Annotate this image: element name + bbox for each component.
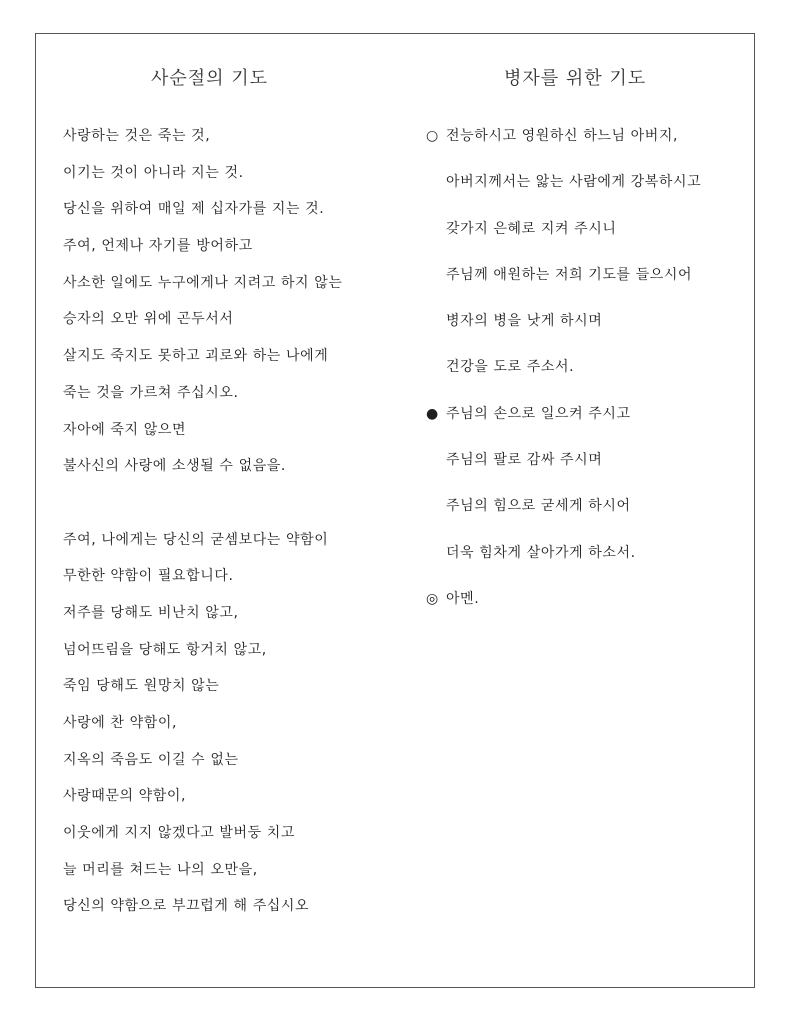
right-column-title: 병자를 위한 기도	[504, 68, 647, 89]
prayer-line: 사랑하는 것은 죽는 것,	[63, 128, 211, 144]
prayer-line	[426, 446, 701, 492]
prayer-line	[426, 215, 701, 261]
prayer-line: 이기는 것이 아니라 지는 것.	[63, 164, 244, 181]
prayer-line-text: 주님의 힘으로 굳세게 하시어	[446, 498, 631, 515]
prayer-line: 사소한 일에도 누구에게나 지려고 하지 않는	[63, 274, 343, 291]
stanza-break	[63, 489, 342, 526]
left-column-title: 사순절의 기도	[151, 68, 269, 89]
prayer-line-text: 주님의 손으로 일으켜 주시고	[446, 405, 631, 422]
left-column-lines	[63, 122, 342, 929]
prayer-line-text: 병자의 병을 낫게 하시며	[446, 313, 603, 330]
prayer-line	[426, 122, 701, 168]
prayer-line	[426, 353, 701, 399]
prayer-line	[426, 492, 701, 538]
prayer-line-text: 건강을 도로 주소서.	[446, 359, 575, 376]
prayer-line-text: 아멘.	[446, 590, 480, 607]
prayer-line-text: 주님의 팔로 감싸 주시며	[446, 452, 603, 469]
prayer-line: 죽는 것을 가르쳐 주십시오.	[63, 384, 239, 401]
verse-marker-icon: ○	[426, 128, 439, 144]
prayer-line-text: 주님께 애원하는 저희 기도를 들으시어	[446, 266, 693, 283]
prayer-line: 자아에 죽지 않으면	[63, 421, 187, 438]
prayer-line: 불사신의 사랑에 소생될 수 없음을.	[63, 458, 286, 475]
verse-marker-icon: ◎	[426, 590, 439, 607]
prayer-line	[426, 261, 701, 307]
prayer-line: 늘 머리를 쳐드는 나의 오만을,	[63, 861, 258, 878]
prayer-line	[426, 168, 701, 214]
page-frame	[35, 33, 755, 988]
prayer-line: 당신을 위하여 매일 제 십자가를 지는 것.	[63, 201, 325, 218]
prayer-line-text: 아버지께서는 앓는 사람에게 강복하시고	[446, 174, 702, 191]
prayer-line: 당신의 약함으로 부끄럽게 해 주십시오	[63, 898, 310, 915]
prayer-line: 사랑에 찬 약함이,	[63, 715, 178, 731]
prayer-line: 이웃에게 지지 않겠다고 발버둥 치고	[63, 825, 296, 842]
prayer-line	[426, 307, 701, 353]
prayer-line: 사랑때문의 약함이,	[63, 788, 187, 805]
prayer-line	[426, 585, 701, 631]
prayer-line-text: 더욱 힘차게 살아가게 하소서.	[446, 544, 636, 561]
prayer-line-text: 전능하시고 영원하신 하느님 아버지,	[446, 128, 679, 144]
right-column-lines	[426, 122, 701, 631]
prayer-line	[426, 539, 701, 585]
verse-marker-icon: ●	[426, 405, 439, 422]
prayer-line: 주여, 언제나 자기를 방어하고	[63, 238, 253, 255]
prayer-line-text: 갖가지 은혜로 지켜 주시니	[446, 220, 617, 237]
prayer-line: 죽임 당해도 원망치 않는	[63, 678, 220, 695]
prayer-line: 주여, 나에게는 당신의 굳셈보다는 약함이	[63, 531, 329, 548]
prayer-line: 저주를 당해도 비난치 않고,	[63, 604, 239, 621]
prayer-line: 무한한 약함이 필요합니다.	[63, 568, 234, 585]
prayer-line: 넘어뜨림을 당해도 항거치 않고,	[63, 641, 267, 658]
prayer-line	[426, 400, 701, 446]
prayer-line: 살지도 죽지도 못하고 괴로와 하는 나에게	[63, 348, 329, 365]
prayer-line: 승자의 오만 위에 곤두서서	[63, 311, 234, 328]
prayer-line: 지옥의 죽음도 이길 수 없는	[63, 751, 239, 768]
